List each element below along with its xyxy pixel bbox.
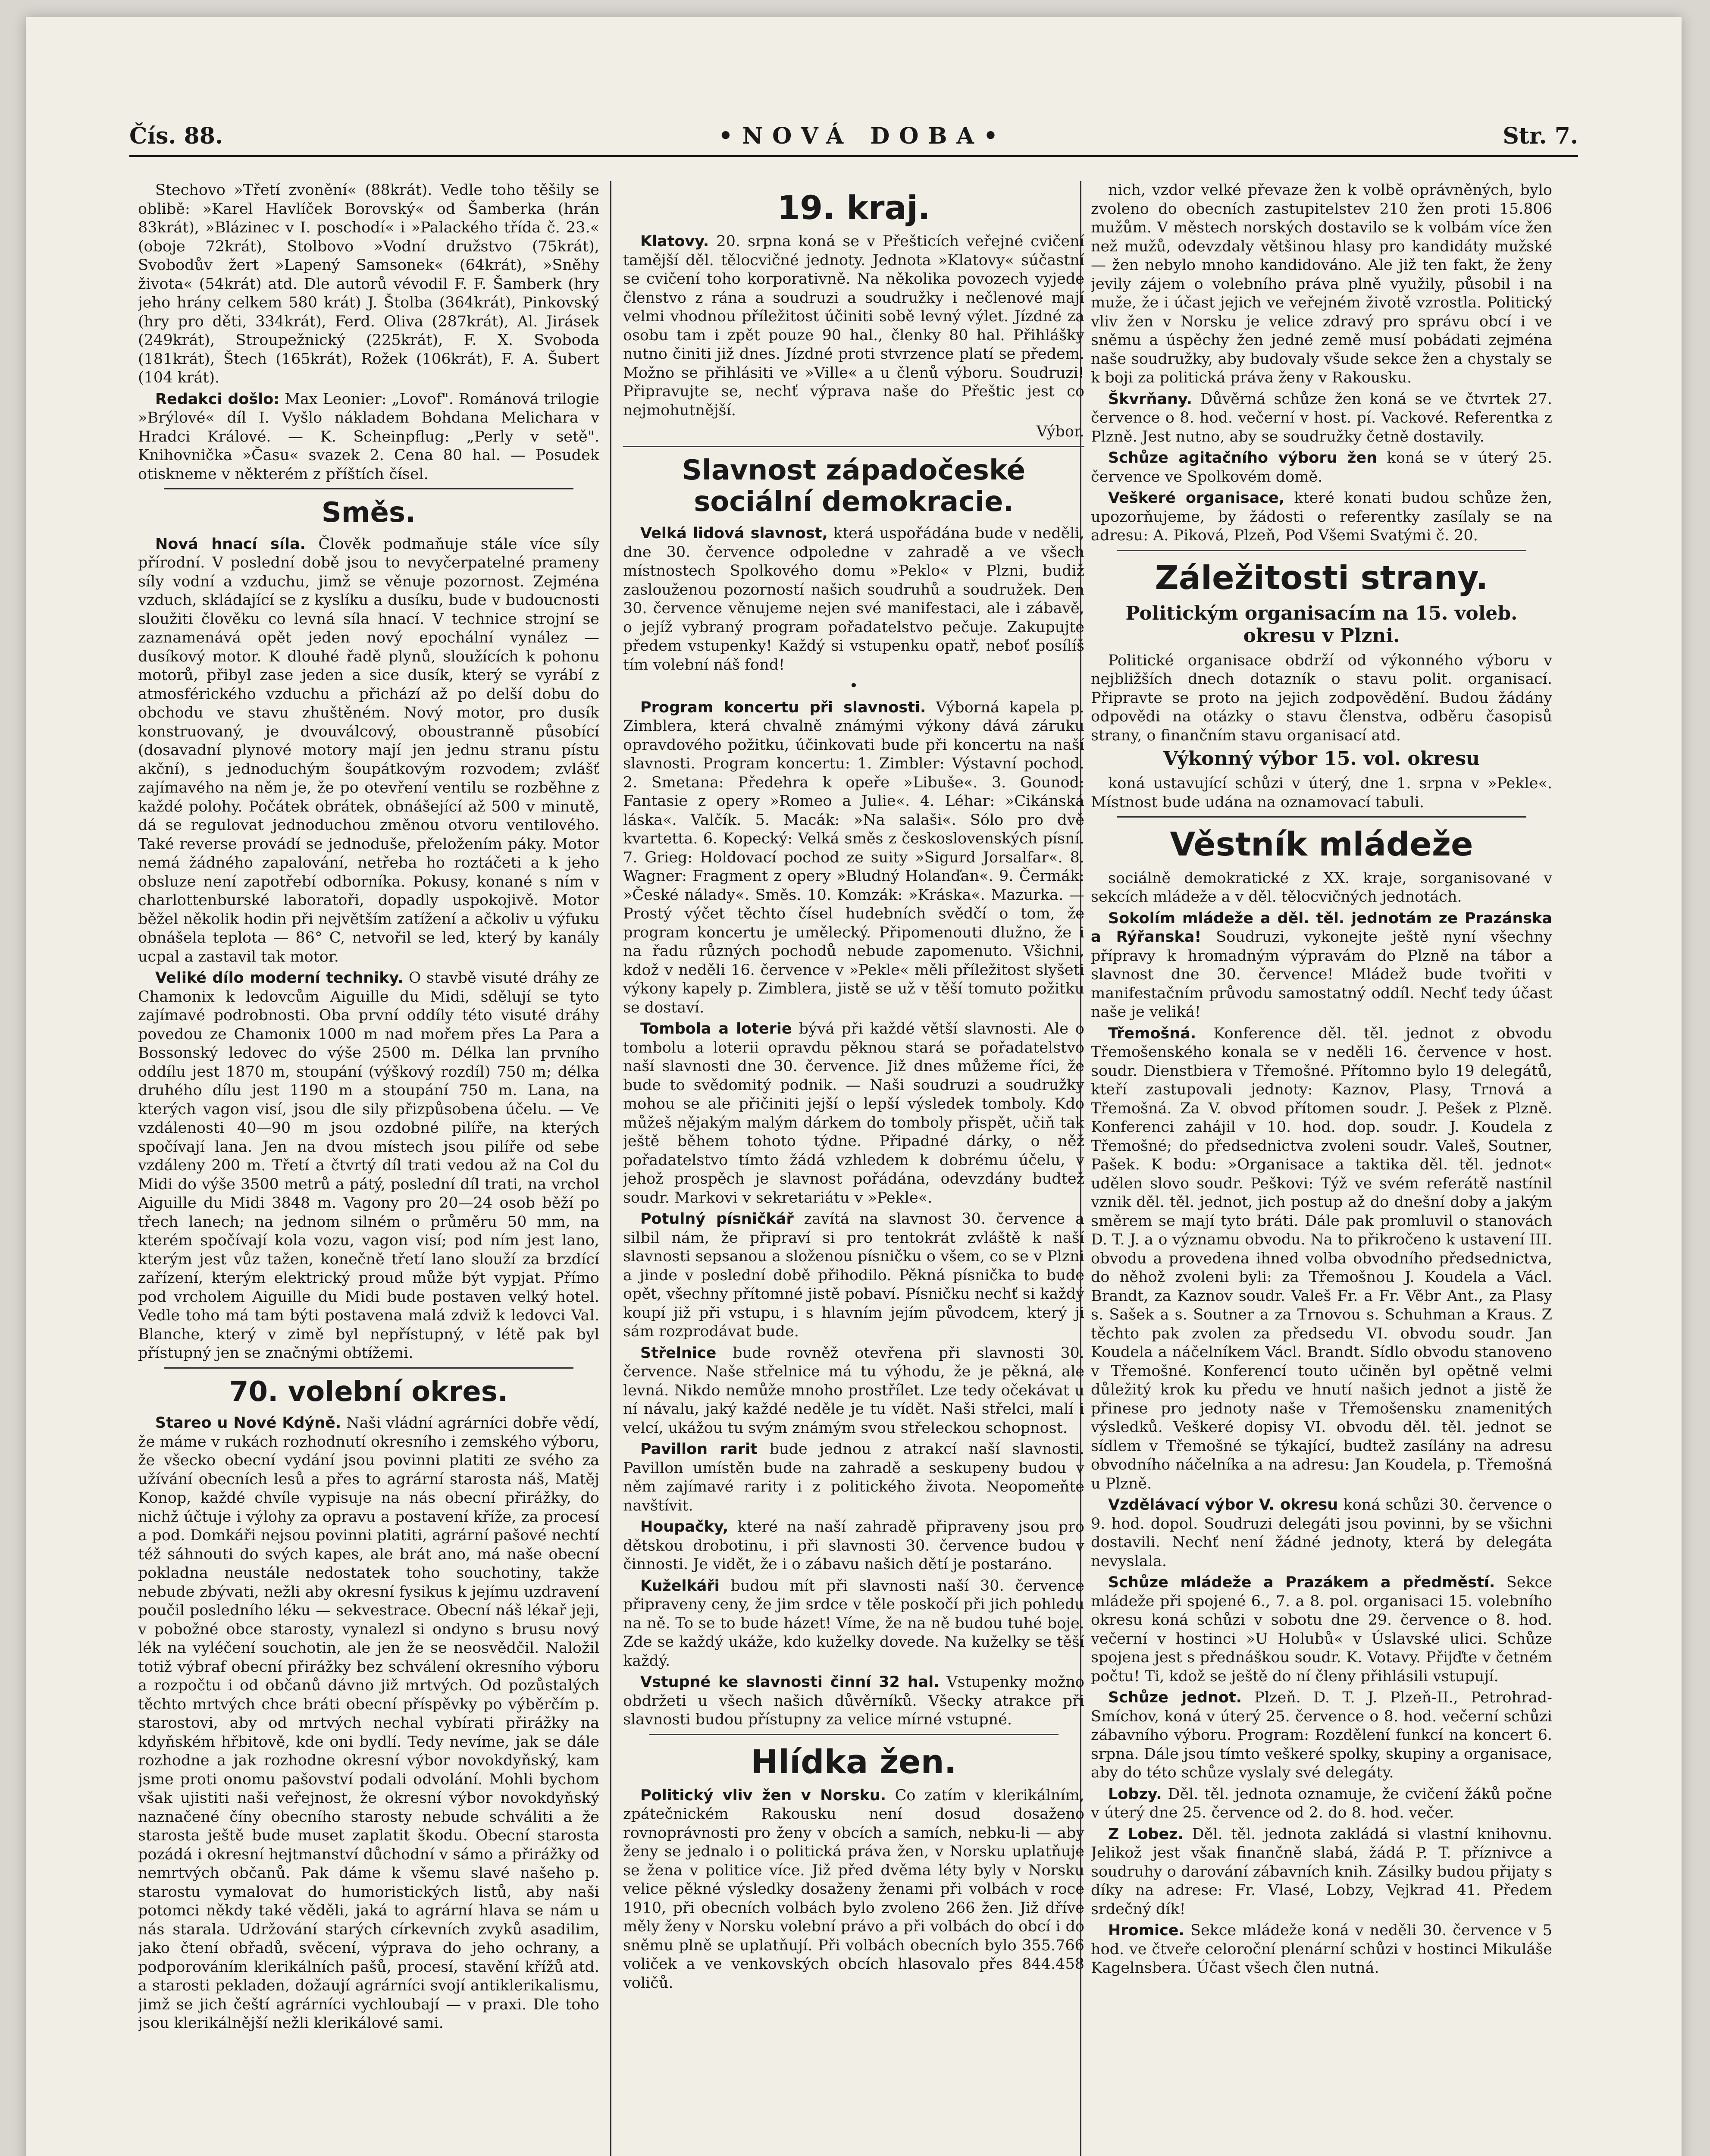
column-2 [623, 181, 1084, 2156]
paragraph: sociálně demokratické z XX. kraje, sorganisované v sekcích mládeže a v děl. tělocvičných jednotách. [1091, 869, 1552, 906]
article-lead: Schůze agitačního výboru žen [1108, 449, 1378, 467]
article-lead: Program koncertu při slavnosti. [640, 699, 926, 716]
paragraph: Nová hnací síla. Člověk podmaňuje stále více síly přírodní. V poslední době jsou to nevyčerpatelné prameny síly vodní a vzduchu, jimž se věnuje pozornost. Zejména vzduch, skládající se z kyslíku a dusíku, bude v budoucnosti sloužiti člověku co levná síla hnací. V technice strojní se zaznamenává opět jeden nový epochální vynález — dusíkový motor. K dlouhé řadě plynů, sloužících k pohonu motorů, přibyl zase jeden a sice dusík, který se vyrábí z atmosférického vzduchu a přichází až po delší dobu do obchodu ve stavu zhuštěném. Nový motor, pro dusík konstruovaný, je dvouválcový, oboustranně působící (dosavadní plynové motory mají jen jednu stranu pístu akční), s jednoduchým šoupátkovým rozvodem; zvlášť zajímavého na něm je, že po otevření ventilu se rozběhne z každé polohy. Počátek obrátek, obnášející až 500 v minutě, dá se regulovat jednoduchou změnou otvoru ventilového. Také reverse provádí se jednoduše, přeložením páky. Motor nemá žádného zapalování, netřeba ho roztáčeti a k jeho obsluze není zapotřebí odborníka. Pokusy, konané s ním v charlottenburské laboratoři, dopadly uspokojivě. Motor běžel několik hodin při největším zatížení a ačkoliv u výfuku obnášela teplota — 86° C, netvořil se led, který by kanály ucpal a zastavil tak motor. [138, 535, 599, 965]
paragraph: Sokolím mládeže a děl. těl. jednotám ze Prazánska a Rýřanska! Soudruzi, vykonejte ještě nyní všechny přípravy k hromadným výpravám do Plzně na tábor a slavnost dne 30. července! Mládež bude tvořiti v manifestačním průvodu samostatný oddíl. Nechť tedy účast naše je veliká! [1091, 909, 1552, 1021]
signature: Výbor. [1036, 423, 1084, 441]
paragraph: Stechovo »Třetí zvonění« (88krát). Vedle toho těšily se oblibě: »Karel Havlíček Borovský« od Šamberka (hrán 83krát), »Blázinec v I. poschodí« i »Palackého třída č. 23.« (oboje 72krát), Stolbovo »Vodní družstvo (75krát), Svobodův žert »Lapený Samsonek« (64krát), »Sněhy života« (54krát) atd. Dle autorů vévodil F. F. Šamberk (hry jeho hrány celkem 580 krát) J. Štolba (364krát), Pinkovský (hry pro děti, 334krát), Ferd. Oliva (287krát), Al. Jirásek (249krát), Stroupežnický (225krát), F. X. Svoboda (181krát), Štech (165krát), Rožek (106krát), F. A. Šubert (104 krát). [138, 182, 599, 386]
subheading: Výkonný výbor 15. vol. okresu [1163, 748, 1480, 770]
article-lead: Vstupné ke slavnosti činní 32 hal. [640, 1673, 940, 1691]
paragraph: Schůze mládeže a Prazákem a předměstí. Sekce mládeže při spojené 6., 7. a 8. pol. organisaci 15. volebního okresu koná schůzi v sobotu dne 29. července o 8. hod. večerní v hostinci »U Holubů« v Úslavské ulici. Schůze spojena jest s přednáškou soudr. K. Votavy. Přijďte v četném počtu! Ti, kdož se ještě do ní členy přihlásili vstupují. [1091, 1574, 1552, 1685]
paragraph: Velká lidová slavnost, která uspořádána bude v neděli, dne 30. července odpoledne v zahradě a ve všech místnostech Spolkového domu »Peklo« v Plzni, budiž zaslouženou pozorností našich soudruhů a soudružek. Den 30. července věnujeme nejen své manifestaci, ale i zábavě, o jejíž vybraný program pořadatelstvo pečuje. Zakupujte předem vstupenky! Každý si vstupenku opatř, neboť posílíš tím volební náš fond! [623, 525, 1084, 674]
paragraph: Veškeré organisace, které konati budou schůze žen, upozorňujeme, by žádosti o referentky zasílaly se na adresu: A. Piková, Plzeň, Pod Všemi Svatými č. 20. [1091, 489, 1552, 544]
divider [1117, 816, 1526, 818]
article-lead: Tombola a loterie [640, 1020, 792, 1038]
column-3 [1091, 181, 1552, 2156]
section-title: Hlídka žen. [751, 1742, 957, 1781]
section-title: Záležitosti strany. [1155, 558, 1488, 597]
paragraph: Vstupné ke slavnosti činní 32 hal. Vstupenky možno obdržeti u všech našich důvěrníků. Všecky atrakce při slavnosti budou přístupny za velice mírné vstupné. [623, 1673, 1084, 1729]
paragraph: nich, vzdor velké převaze žen k volbě oprávněných, bylo zvoleno do obecních zastupitelstev 210 žen proti 15.806 mužům. V městech norských dostavilo se k volbám více žen než mužů, odevzdaly většinou hlasy pro kandidáty mužské — žen nebylo mnoho kandidováno. Ale již ten fakt, že ženy jevily zájem o volebního práva plně využily, působil i na muže, že i účast jejich ve veřejném životě vzrostla. Politický vliv žen v Norsku je velice zdravý pro správu obcí i ve sněmu a úspěchy žen jedné země musí pobádati zejména naše soudružky, aby budovaly všude sekce žen a chystaly se k boji za politická práva ženy v Rakousku. [1091, 182, 1552, 386]
paragraph: Kuželkáři budou mít při slavnosti naší 30. července připraveny ceny, že jim srdce v těle poskočí při jich pohledu na ně. To se to bude házet! Víme, že na ně budou tuhé boje. Zde se každý ukáže, kdo kuželky dovede. Na kuželky se těší každý. [623, 1577, 1084, 1670]
divider [623, 446, 1084, 447]
paragraph: Pavillon rarit bude jednou z atrakcí naší slavnosti. Pavillon umístěn bude na zahradě a seskupeny budou v něm zajímavé rarity i z politického života. Neopomeňte navštívit. [623, 1441, 1084, 1514]
article-lead: Velká lidová slavnost, [640, 525, 828, 542]
paragraph: Vzdělávací výbor V. okresu koná schůzi 30. července o 9. hod. dopol. Soudruzi delegáti jsou povinni, by se všichni dostavili. Nechť není žádné jednoty, která by delegáta nevyslala. [1091, 1496, 1552, 1570]
paragraph: Hromice. Sekce mládeže koná v neděli 30. července v 5 hod. ve čtveře celoroční plenární schůzi v hostinci Mikuláše Kagelnsbera. Účast všech člen nutná. [1091, 1922, 1552, 1977]
article-lead: Veškeré organisace, [1108, 489, 1285, 507]
page-header [129, 116, 1578, 157]
article-lead: Pavillon rarit [640, 1441, 758, 1458]
article-lead: Potulný písničkář [640, 1210, 794, 1228]
paragraph: Lobzy. Děl. těl. jednota oznamuje, že cvičení žáků počne v úterý dne 25. července od 2. do 8. hod. večer. [1091, 1785, 1552, 1822]
divider [164, 1367, 573, 1369]
paragraph: Houpačky, které na naší zahradě připraveny jsou pro dětskou drobotinu, i při slavnosti 30. července budou v činnosti. Je vidět, že i o zábavu našich dětí je postaráno. [623, 1518, 1084, 1573]
divider [649, 1734, 1059, 1735]
newspaper-page [26, 17, 1682, 2156]
article-lead: Třemošná. [1108, 1025, 1196, 1042]
separator-dot: • [849, 677, 858, 695]
paragraph: Politické organisace obdrží od výkonného výboru v nejbližších dnech dotazník o stavu polit. organisací. Připravte se proto na jejich zodpovědění. Budou žádány odpovědi na otázky o stavu členstva, odběru časopisů strany, o finančním stavu organisací atd. [1091, 652, 1552, 744]
issue-number: Čís. 88. [129, 122, 223, 149]
subheading: Politickým organisacím na 15. voleb. okresu v Plzni. [1125, 602, 1518, 647]
paragraph: Třemošná. Konference děl. těl. jednot z obvodu Třemošenského konala se v neděli 16. července v host. soudr. Dienstbiera v Třemošné. Přítomno bylo 19 delegátů, kteří zastupovali jednoty: Kaznov, Plasy, Trnová a Třemošná. Za V. obvod přítomen soudr. J. Pešek z Plzně. Konferenci zahájil v 10. hod. dop. soudr. J. Koudela z Třemošné; do předsednictva zvoleni soudr. Valeš, Soutner, Pašek. K bodu: »Organisace a taktika děl. těl. jednot« udělen slovo soudr. Peškovi: Týž ve svém referátě nastínil vznik děl. těl. jednot, jich postup až do dnešní doby a jakým směrem se mají tyto bráti. Dále pak promluvil o stanovách D. T. J. a o významu obvodu. Na to přikročeno k ustavení III. obvodu a provedena ihned volba obvodního předsednictva, do něhož zvoleni byli: za Třemošnou J. Koudela a Václ. Brandt, za Kaznov soudr. Valeš Fr. a Fr. Věbr Ant., za Plasy s. Sašek a s. Soutner a za Trnovou s. Schuhman a Kraus. Z těchto pak zvolen za předsedu VI. obvodu soudr. Jan Koudela a náčelníkem Václ. Brandt. Sídlo obvodu stanoveno v Třemošné. Konferencí touto učiněn byl opětně velmi důležitý krok ku předu ve hnutí našich jednot a jistě že přinese pro jednoty naše v Třemošensku znamenitých výsledků. Veškeré dopisy VI. obvodu děl. těl. jednot se sídlem v Třemošné se týkající, budtež zasílány na adresu obvodního náčelníka a na adresu: Jan Koudela, p. Třemošná u Plzně. [1091, 1025, 1552, 1492]
newspaper-title: •NOVÁ DOBA• [718, 122, 1008, 149]
article-lead: Schůze jednot. [1108, 1689, 1242, 1707]
article-lead: Schůze mládeže a Prazákem a předměstí. [1108, 1574, 1495, 1592]
column-rule [610, 181, 611, 2156]
page-number: Str. 7. [1503, 122, 1578, 149]
article-lead: Lobzy. [1108, 1785, 1162, 1803]
paragraph: Klatovy. 20. srpna koná se v Přešticích veřejné cvičení tamější děl. tělocvičné jednoty. Jednota »Klatovy« súčastní se cvičení toho korporativně. Na několika povozech vyjede členstvo z rána a soudruzi a soudružky i nečlenové mají velmi vhodnou příležitost účiniti sobě levný výlet. Jízdné za osobu tam i zpět pouze 90 hal., členky 80 hal. Přihlášky nutno činiti již dnes. Jízdné proti stvrzence platí se předem. Možno se přihlásiti ve »Ville« a u členů výboru. Soudruzi! Připravujte se, nechť výprava naše do Přeštic jest co nejmohutnější. [623, 233, 1084, 419]
section-title: Věstník mládeže [1170, 825, 1473, 864]
article-lead: Vzdělávací výbor V. okresu [1108, 1496, 1338, 1514]
paragraph: Redakci došlo: Max Leonier: „Lovof". Románová trilogie »Brýlové« díl I. Vyšlo nákladem Bohdana Melichara v Hradci Králové. — K. Scheinpflug: „Perly v setě". Knihovnička »Času« svazek 2. Cena 80 hal. — Posudek otiskneme v některém z příštích čísel. [138, 390, 599, 483]
paragraph: Schůze agitačního výboru žen koná se v úterý 25. července ve Spolkovém domě. [1091, 449, 1552, 486]
divider [1117, 550, 1526, 551]
paragraph: Škvrňany. Důvěrná schůze žen koná se ve čtvrtek 27. července o 8. hod. večerní v host. pí. Vackové. Referentka z Plzně. Jest nutno, aby se soudružky četně dostavily. [1091, 390, 1552, 445]
section-title: Směs. [321, 497, 416, 529]
column-1 [138, 181, 599, 2156]
article-lead: Škvrňany. [1108, 390, 1192, 408]
article-lead: Stareo u Nové Kdýně. [155, 1414, 341, 1432]
article-lead: Houpačky, [640, 1518, 729, 1536]
article-lead: Redakci došlo: [155, 390, 280, 408]
paragraph: Politický vliv žen v Norsku. Co zatím v klerikálním, zpátečnickém Rakousku není dosud dosaženo rovnoprávnosti pro ženy v obcích a samích, nebku-li — aby ženy se jednalo i o politická práva žen, v Norsku uplatňuje se žena v politice více. Již před dvěma léty byly v Norsku velice pěkné výsledky dosaženy ženami při volbách v roce 1910, při obecních volbách bylo zvoleno 266 žen. Již dříve měly ženy v Norsku volební právo a při volbách do obcí i do sněmu plně se uplatňují. Při volbách obecních bylo 355.766 voliček a ve venkovských obcích hlasovalo přes 844.458 voličů. [623, 1786, 1084, 1992]
section-title: 19. kraj. [777, 188, 930, 227]
paragraph: Potulný písničkář zavítá na slavnost 30. července a silbil nám, že připraví si pro tentokrát zvláště k naší slavnosti sepsanou a složenou písničku o všem, co se v Plzni a jinde v poslední době přihodilo. Pěkná písnička to bude opět, všechny přítomné jistě pobaví. Písničku nechť si každý koupí již při vstupu, i s hlavním jejím původcem, který ji sám rozprodávat bude. [623, 1210, 1084, 1341]
article-lead: Z Lobez. [1108, 1825, 1184, 1843]
paragraph: Tombola a loterie bývá při každé větší slavnosti. Ale o tombolu a loterii opravdu pěknou stará se pořadatelstvo naší slavnosti dne 30. července. Již dnes můžeme říci, že bude to svědomitý podnik. — Naši soudruzi a soudružky mohou se ale přičiniti jejší o lepší výsledek tomboly. Kdo můžeš nějakým malým dárkem do tomboly přispět, učiň tak ještě během tohoto týdne. Připadné dárky, o něž pořadatelstvo tímto žádá vzhledem k dobrému účelu, v jehož prospěch je slavnost pořádána, odevzdány budtež soudr. Markovi v sekretariátu v »Pekle«. [623, 1020, 1084, 1206]
paragraph: Stareo u Nové Kdýně. Naši vládní agrárníci dobře vědí, že máme v rukách rozhodnutí okresního i zemského výboru, že všecko obecní vydání jsou povinni platiti ze svého za užívání obecních lesů a přes to agrární starosta náš, Matěj Konop, každé chvíle vypisuje na nás obecní přirážky, do nichž účtuje i výlohy za opravu a postavení kříže, za procesí a pod. Domkáři nejsou povinni platiti, agrární pašové nechtí též sáhnouti do svých kapes, ale brát ano, má naše obecní pokladna neustále nedostatek toho souchotiny, takže nebude zbývati, nežli aby okresní fysikus k jejímu uzdravení poučil posledního léku — sekvestrace. Obecní náš lékař jeji, v pobožné obce starosty, vynalezl si ondyno s brusu nový lék na vyléčení souchotin, ale jen že se neosvědčil. Naložil totiž výbraf obecní přirážky bez schválení okresního výboru a rozpočtu i od občanů dávno již mrtvých. Od pozůstalých těchto mrtvých chce bráti obecní příspěvky po výběrčím p. starostovi, aby od mrtvých nechal vybírati přirážky na kdyňském hřbitově, kde oni bydlí. Tedy nevíme, jak se dále rozhodne a jak rozhodne okresní výbor novokdyňský, kam jsme proti onomu pašovství podali odvolání. Mohli bychom však ujistiti naši veřejnost, že okresní výbor novokdyňský naznačené číny obecního starosty nebude schváliti a že starosta ještě bude muset zaplatit škodu. Obecní starosta pozádá i okresní hejtmanství důchodní v sámo a přirážky od nemrtvých občanů. Pak dáme k všemu slavé našeho p. starostu vymalovat do humoristických listů, aby naši potomci někdy také věděli, jaká to agrární hlava se nám u nás starala. Udržování starých církevních zvyků asadilim, jako čtení obřadů, svěcení, výprava do jeho ochrany, a podporováním klerikálních pašů, procesí, stavění křížů atd. a starosti pekladen, dožaují agrárníci svojí antiklerikalismu, jimž se jich čeští agrárníci vychloubají — v praxi. Dle toho jsou klerikálnější nežli klerikálové sami. [138, 1414, 599, 2032]
divider [164, 488, 573, 489]
section-title: Slavnost západočeské sociální demokracie. [682, 454, 1026, 518]
article-lead: Sokolím mládeže a děl. těl. jednotám ze Prazánska a Rýřanska! [1091, 909, 1552, 946]
article-lead: Klatovy. [640, 233, 709, 251]
article-lead: Veliké dílo moderní techniky. [155, 969, 404, 987]
article-lead: Politický vliv žen v Norsku. [640, 1786, 886, 1804]
paragraph: koná ustavující schůzi v úterý, dne 1. srpna v »Pekle«. Místnost bude udána na oznamovací tabuli. [1091, 775, 1552, 811]
section-title: 70. volební okres. [229, 1376, 508, 1408]
paragraph: Veliké dílo moderní techniky. O stavbě visuté dráhy ze Chamonix k ledovcům Aiguille du Midi, sdělují se tyto zajímavé podrobnosti. Oba první oddíly této visuté dráhy povedou ze Chamonix 1000 m nad mořem přes La Para a Bossonský ledovec do výše 2500 m. Délka lan prvního oddílu jest 1870 m, stoupání (výškový rozdíl) 750 m; délka druhého dílu jest 1190 m a stoupání 750 m. Lana, na kterých vagon visí, jsou dle sily přizpůsobena účelu. — Ve vzdálenosti 40—90 m jsou ozdobné pilíře, na kterých spočívají lana. Jen na dvou místech jsou pilíře od sebe vzdáleny 200 m. Třetí a čtvrtý díl trati vedou až na Col du Midi do výše 3500 metrů a pátý, poslední díl trati, na vrchol Aiguille du Midi 3848 m. Vagony pro 20—24 osob běží po třech lanech; na jednom silném o průměru 50 mm, na kterém spočívají kola vozu, vagon visí; pod ním jest lano, kterým jest vůz tažen, konečně třetí lano slouží za brzdící zařízení, kterým elektrický proud může být vypjat. Přímo pod vrcholem Aiguille du Midi bude postaven velký hotel. Vedle toho má tam býti postavena malá zdviž k ledovci Val. Blanche, který v zimě byl nepřístupný, v létě pak byl přístupný jen se značnými obtížemi. [138, 969, 599, 1362]
article-lead: Hromice. [1108, 1922, 1184, 1940]
paragraph: Z Lobez. Děl. těl. jednota zakládá si vlastní knihovnu. Jelikož jest však finančně slabá, žádá P. T. příznivce a soudruhy o darování zábavních knih. Zásilky budou přijaty s díky na adrese: Fr. Vlasé, Lobzy, Vejkrad 41. Předem srdečný dík! [1091, 1825, 1552, 1918]
paragraph: Schůze jednot. Plzeň. D. T. J. Plzeň-II., Petrohrad-Smíchov, koná v úterý 25. července o 8. hod. večerní schůzi zábavního výboru. Program: Rozdělení funkcí na koncert 6. srpna. Dále jsou tímto veškeré spolky, skupiny a organisace, aby do této schůze vyslaly své delegáty. [1091, 1689, 1552, 1782]
article-lead: Střelnice [640, 1344, 717, 1362]
paragraph: Střelnice bude rovněž otevřena při slavnosti 30. července. Naše střelnice má tu výhodu, že je pěkná, ale levná. Nikdo nemůže mnoho prostřílet. Lze tedy očekávat u ní návalu, jaký každé neděle je tu vídět. Naši střelci, malí i velcí, ukážou tu svým známým svou střeleckou schopnost. [623, 1344, 1084, 1437]
paragraph: Program koncertu při slavnosti. Výborná kapela p. Zimblera, která chvalně známými výkony dává záruku opravdového požitku, účinkovati bude při koncertu na naší slavnosti. Program koncertu: 1. Zimbler: Výstavní pochod. 2. Smetana: Předehra k opeře »Libuše«. 3. Gounod: Fantasie z opery »Romeo a Julie«. 4. Léhar: »Cikánská láska«. Valčík. 5. Macák: »Na salaši«. Sólo pro dvě kvartetta. 6. Kopecký: Velká směs z československých písní. 7. Grieg: Holdovací pochod ze suity »Sigurd Jorsalfar«. 8. Wagner: Fragment z opery »Bludný Holanďan«. 9. Čermák: »České nálady«. Směs. 10. Komzák: »Kráska«. Mazurka. — Prostý výčet těchto čísel hudebních svědčí o tom, že program koncertu je umělecký. Připomenouti dlužno, že i na řadu různých pochodů nebude zapomenuto. Všichni, kdož v neděli 16. července v »Pekle« měli příležitost slyšeti výkony kapely p. Zimblera, jistě se už v těší tomuto požitku se dostaví. [623, 699, 1084, 1016]
article-lead: Kuželkáři [640, 1577, 720, 1595]
article-lead: Nová hnací síla. [155, 535, 306, 553]
